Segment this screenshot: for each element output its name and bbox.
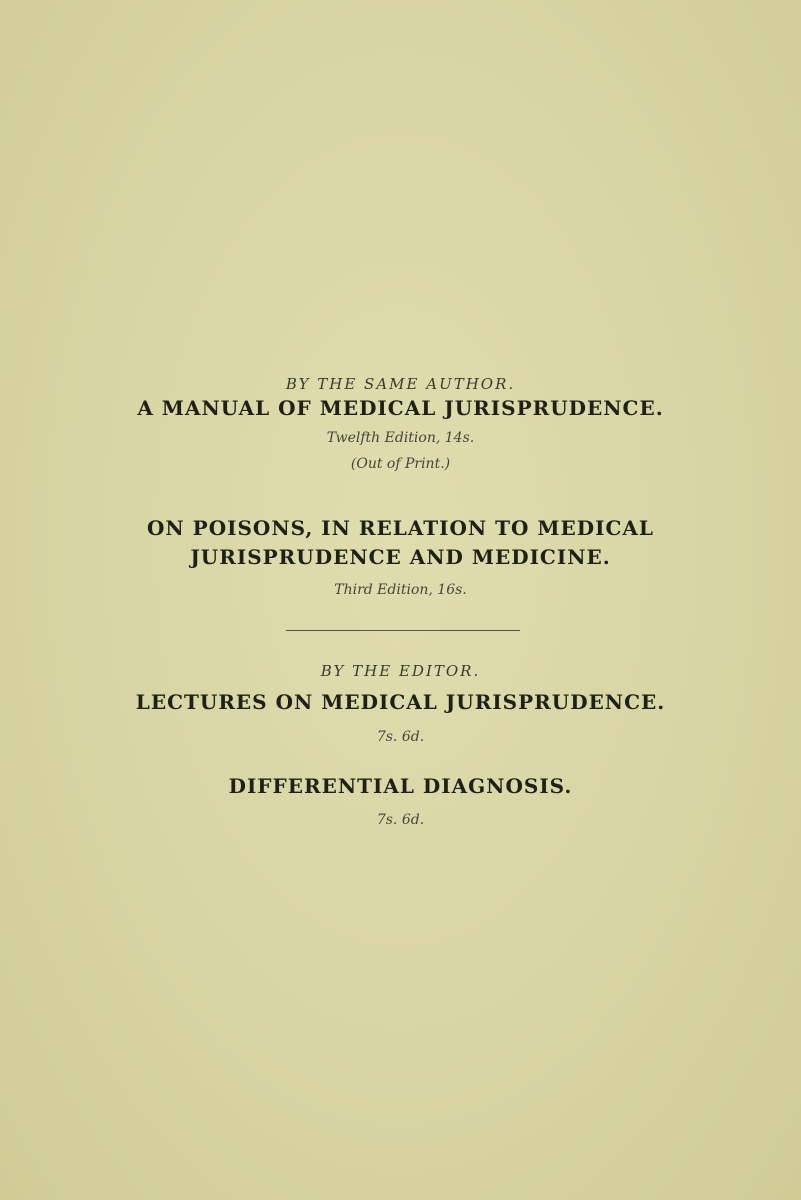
- editor-heading: BY THE EDITOR.: [320, 662, 481, 680]
- poisons-title-line1: ON POISONS, IN RELATION TO MEDICAL: [147, 516, 654, 540]
- diagnosis-title: DIFFERENTIAL DIAGNOSIS.: [228, 774, 573, 798]
- manual-note: (Out of Print.): [350, 456, 451, 472]
- diagnosis-price: 7s. 6d.: [376, 812, 425, 828]
- lectures-title: LECTURES ON MEDICAL JURISPRUDENCE.: [135, 690, 666, 714]
- poisons-edition: Third Edition, 16s.: [334, 582, 467, 598]
- manual-edition: Twelfth Edition, 14s.: [326, 430, 475, 446]
- section-divider: [286, 630, 520, 631]
- lectures-price: 7s. 6d.: [376, 729, 425, 745]
- poisons-title-line2: JURISPRUDENCE AND MEDICINE.: [190, 545, 611, 569]
- same-author-heading: BY THE SAME AUTHOR.: [285, 375, 516, 393]
- manual-title: A MANUAL OF MEDICAL JURISPRUDENCE.: [137, 396, 664, 420]
